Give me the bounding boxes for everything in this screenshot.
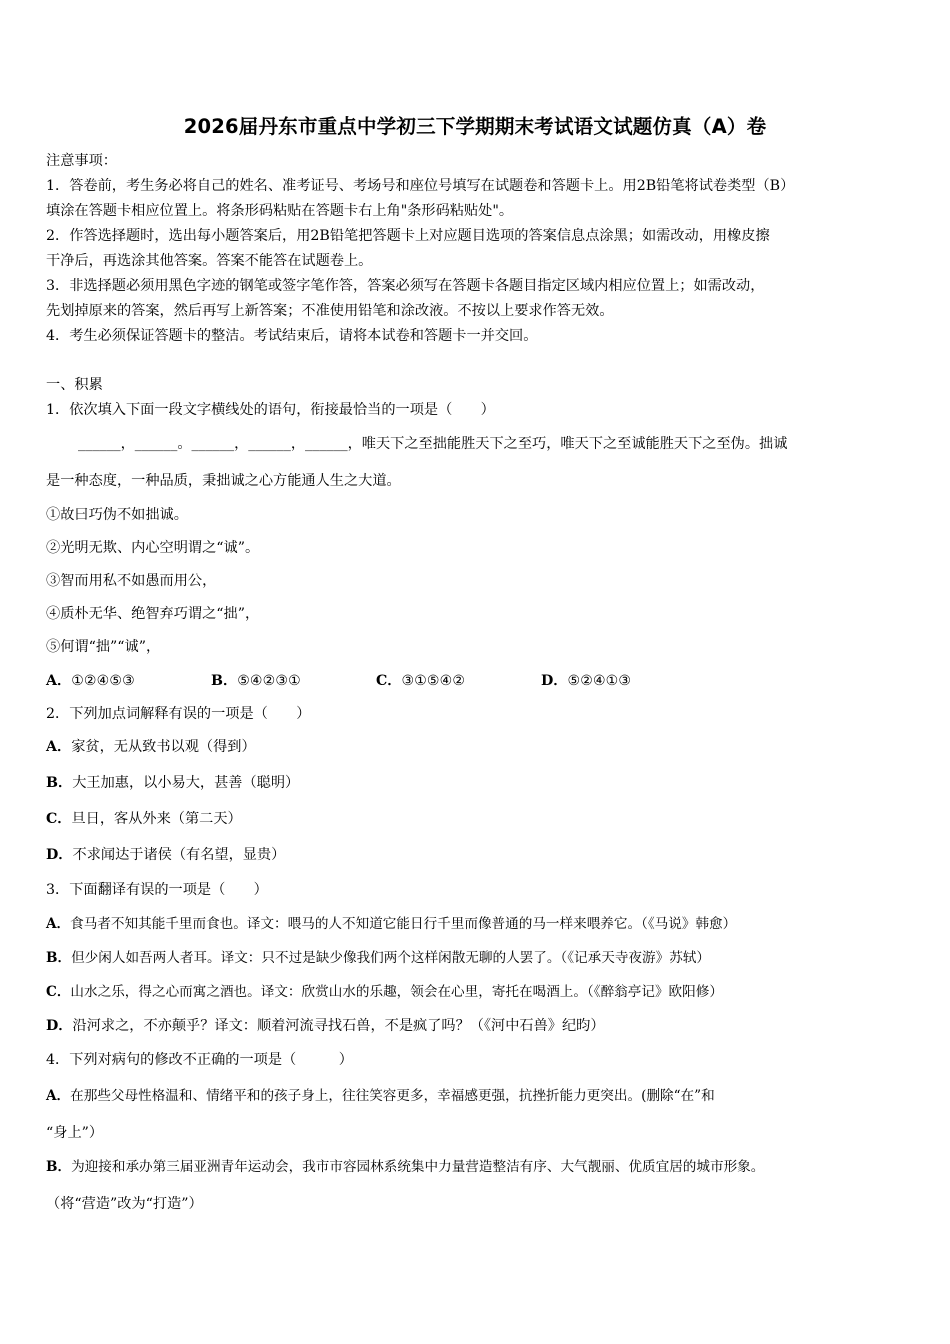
sentence-item: ⑤何谓“拙”“诚”， xyxy=(46,639,161,655)
question-stem: 下列加点词解释有误的一项是（ ） xyxy=(69,706,311,722)
passage-line: ______，______。______，______，______，唯天下之至拙能胜天下之至巧，唯天下之至诚能胜天下之至伪。拙诚 xyxy=(78,436,788,452)
option-d[interactable]: D．不求闻达于诸侯（有名望，显贵） xyxy=(46,847,286,863)
section-heading: 一、积累 xyxy=(46,377,103,393)
option-b[interactable]: B．⑤④②③① xyxy=(211,673,301,689)
notice-line: 3．非选择题必须用黑色字迹的钢笔或签字笔作答，答案必须写在答题卡各题目指定区域内相应位置上；如需改动， xyxy=(46,278,765,294)
option-d[interactable]: D．⑤②④①③ xyxy=(541,673,632,689)
answer-options xyxy=(46,672,631,690)
question-stem: 依次填入下面一段文字横线处的语句，衔接最恰当的一项是（ ） xyxy=(69,402,495,418)
question-1 xyxy=(46,401,495,419)
option-a-continued: “身上”） xyxy=(46,1125,104,1141)
passage-line: 是一种态度，一种品质，秉拙诚之心方能通人生之大道。 xyxy=(46,473,401,489)
option-d[interactable]: D．沿河求之，不亦颠乎？译文：顺着河流寻找石兽，不是疯了吗？（《河中石兽》纪昀） xyxy=(46,1018,605,1034)
page-title: 2026届丹东市重点中学初三下学期期末考试语文试题仿真（A）卷 xyxy=(183,115,767,138)
question-stem: 下列对病句的修改不正确的一项是（ ） xyxy=(69,1052,353,1068)
notice-line: 干净后，再选涂其他答案。答案不能答在试题卷上。 xyxy=(46,253,373,269)
option-c[interactable]: C．旦日，客从外来（第二天） xyxy=(46,811,242,827)
option-b-continued: （将“营造”改为“打造”） xyxy=(46,1196,203,1212)
sentence-item: ①故曰巧伪不如拙诚。 xyxy=(46,507,188,523)
option-b[interactable]: B．大王加惠，以小易大，甚善（聪明） xyxy=(46,775,300,791)
question-number: 4． xyxy=(46,1052,70,1068)
option-a[interactable]: A．家贫，无从致书以观（得到） xyxy=(46,739,256,755)
option-c[interactable]: C．③①⑤④② xyxy=(376,673,466,689)
option-a[interactable]: A．①②④⑤③ xyxy=(46,673,135,689)
question-4 xyxy=(46,1051,353,1069)
question-3 xyxy=(46,881,268,899)
notice-line: 填涂在答题卡相应位置上。将条形码粘贴在答题卡右上角"条形码粘贴处"。 xyxy=(46,203,514,219)
sentence-item: ③智而用私不如愚而用公， xyxy=(46,573,217,589)
option-b[interactable]: B．但少闲人如吾两人者耳。译文：只不过是缺少像我们两个这样闲散无聊的人罢了。（《记承天寺夜游》苏轼） xyxy=(46,950,710,966)
question-number: 1． xyxy=(46,402,70,418)
notice-line: 4．考生必须保证答题卡的整洁。考试结束后，请将本试卷和答题卡一并交回。 xyxy=(46,328,538,344)
notice-line: 先划掉原来的答案，然后再写上新答案；不准使用铅笔和涂改液。不按以上要求作答无效。 xyxy=(46,303,614,319)
option-b[interactable]: B．为迎接和承办第三届亚洲青年运动会，我市市容园林系统集中力量营造整洁有序、大气靓丽、优质宜居的城市形象。 xyxy=(46,1159,765,1175)
notice-line: 2．作答选择题时，选出每小题答案后，用2B铅笔把答题卡上对应题目选项的答案信息点涂黑；如需改动，用橡皮擦 xyxy=(46,228,770,244)
notice-heading: 注意事项： xyxy=(46,153,117,169)
question-stem: 下面翻译有误的一项是（ ） xyxy=(69,882,268,898)
option-a[interactable]: A．食马者不知其能千里而食也。译文：喂马的人不知道它能日行千里而像普通的马一样来喂养它。（《马说》韩愈） xyxy=(46,916,737,932)
question-2 xyxy=(46,705,310,723)
question-number: 3． xyxy=(46,882,70,898)
option-a[interactable]: A．在那些父母性格温和、情绪平和的孩子身上，往往笑容更多，幸福感更强，抗挫折能力更突出。(删除“在”和 xyxy=(46,1088,715,1104)
sentence-item: ②光明无欺、内心空明谓之“诚”。 xyxy=(46,540,260,556)
notice-line: 1．答卷前，考生务必将自己的姓名、准考证号、考场号和座位号填写在试题卷和答题卡上。用2B铅笔将试卷类型（B） xyxy=(46,178,795,194)
option-c[interactable]: C．山水之乐，得之心而寓之酒也。译文：欣赏山水的乐趣，领会在心里，寄托在喝酒上。（《醉翁亭记》欧阳修） xyxy=(46,984,723,1000)
question-number: 2． xyxy=(46,706,70,722)
sentence-item: ④质朴无华、绝智弃巧谓之“拙”， xyxy=(46,606,260,622)
